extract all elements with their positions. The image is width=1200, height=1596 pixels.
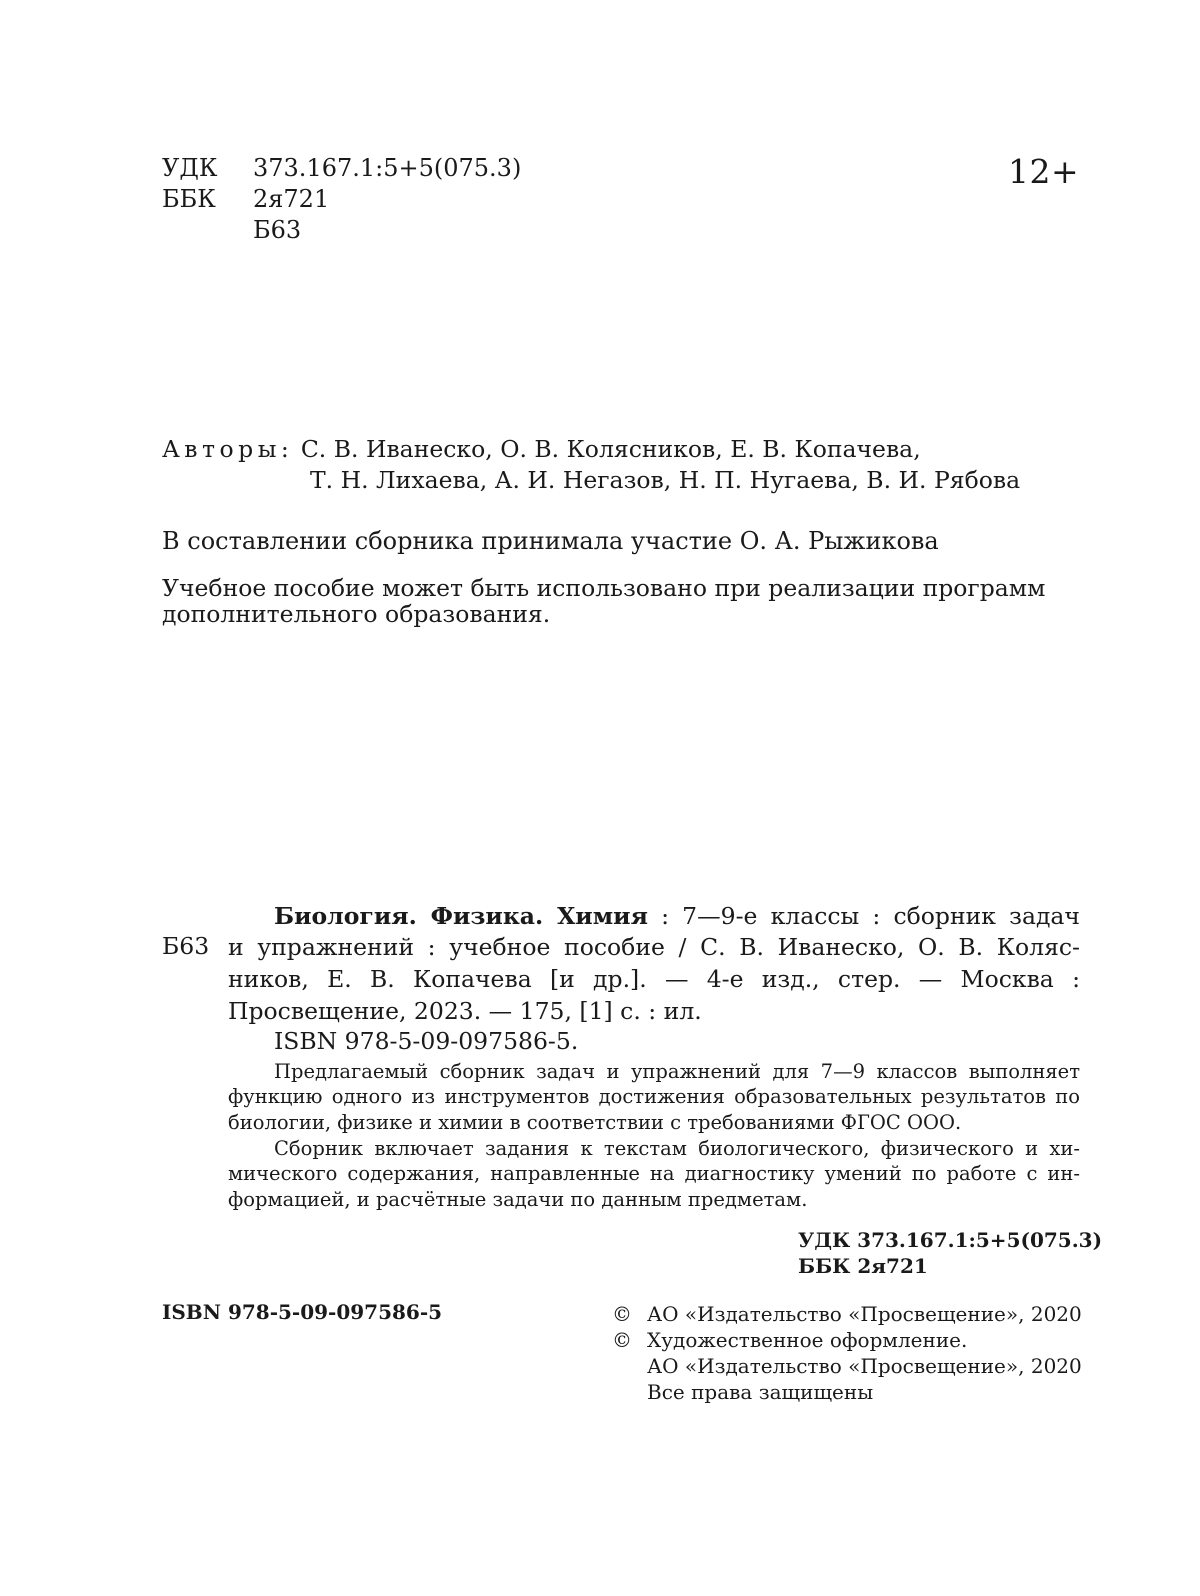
authors-names-2: Т. Н. Лихаева, А. И. Негазов, Н. П. Нугаева, В. И. Рябова <box>310 466 1021 494</box>
annotation-p2-line-2: мического содержания, направленные на диагностику умений по работе с ин- <box>228 1162 1080 1185</box>
udk-row <box>0 152 700 184</box>
bib-isbn: ISBN 978-5-09-097586-5. <box>274 1027 579 1055</box>
bib-line-3: ников, Е. В. Копачева [и др.]. — 4-е изд., стер. — Москва : <box>228 965 1080 993</box>
bib-line-1 <box>274 900 1080 932</box>
authors-label: Авторы: <box>162 435 294 463</box>
authors-line-1 <box>162 432 921 466</box>
annotation-p2-line-3: формацией, и расчётные задачи по данным предметам. <box>228 1188 808 1211</box>
bib-title: Биология. Физика. Химия <box>274 902 648 930</box>
bottom-bbk: ББК 2я721 <box>798 1254 928 1278</box>
bottom-udk: УДК 373.167.1:5+5(075.3) <box>798 1228 1103 1252</box>
usage-note-line-1: Учебное пособие может быть использовано при реализации программ <box>162 574 1046 602</box>
copyright-text-1: АО «Издательство «Просвещение», 2020 <box>647 1302 1082 1326</box>
authors-names-1: С. В. Иванеско, О. В. Колясников, Е. В. Копачева, <box>300 435 921 463</box>
bib-line-1-rest: : 7—9-е классы : сборник задач <box>661 902 1080 930</box>
annotation-p1-line-2: функцию одного из инструментов достижения образовательных результатов по <box>228 1085 1080 1108</box>
bib-line-4: Просвещение, 2023. — 175, [1] с. : ил. <box>228 997 702 1025</box>
annotation-p1-line-3: биологии, физике и химии в соответствии с требованиями ФГОС ООО. <box>228 1111 962 1134</box>
bbk-value: 2я721 <box>253 185 330 213</box>
copyright-line-2 <box>0 1326 1200 1354</box>
copyright-line-1 <box>0 1300 1200 1328</box>
bbk-row <box>0 183 700 215</box>
bib-mark: Б63 <box>162 932 210 960</box>
copyright-text-4: Все права защищены <box>647 1380 874 1404</box>
age-rating: 12+ <box>1008 152 1080 191</box>
annotation-p2-line-1: Сборник включает задания к текстам биологического, физического и хи- <box>274 1137 1080 1160</box>
contributor-note: В составлении сборника принимала участие О. А. Рыжикова <box>162 527 939 555</box>
copyright-text-2: Художественное оформление. <box>647 1328 968 1352</box>
author-mark: Б63 <box>253 216 302 244</box>
isbn-bottom: ISBN 978-5-09-097586-5 <box>162 1300 443 1324</box>
usage-note-line-2: дополнительного образования. <box>162 600 551 628</box>
udk-label: УДК <box>162 154 218 182</box>
bib-line-2: и упражнений : учебное пособие / С. В. Иванеско, О. В. Коляс- <box>228 933 1080 961</box>
annotation-p1-line-1: Предлагаемый сборник задач и упражнений для 7—9 классов выполняет <box>274 1060 1080 1083</box>
bbk-label: ББК <box>162 185 216 213</box>
copyright-text-3: АО «Издательство «Просвещение», 2020 <box>647 1354 1082 1378</box>
copyright-symbol-1: © <box>612 1302 632 1326</box>
udk-value: 373.167.1:5+5(075.3) <box>253 154 522 182</box>
copyright-symbol-2: © <box>612 1328 632 1352</box>
